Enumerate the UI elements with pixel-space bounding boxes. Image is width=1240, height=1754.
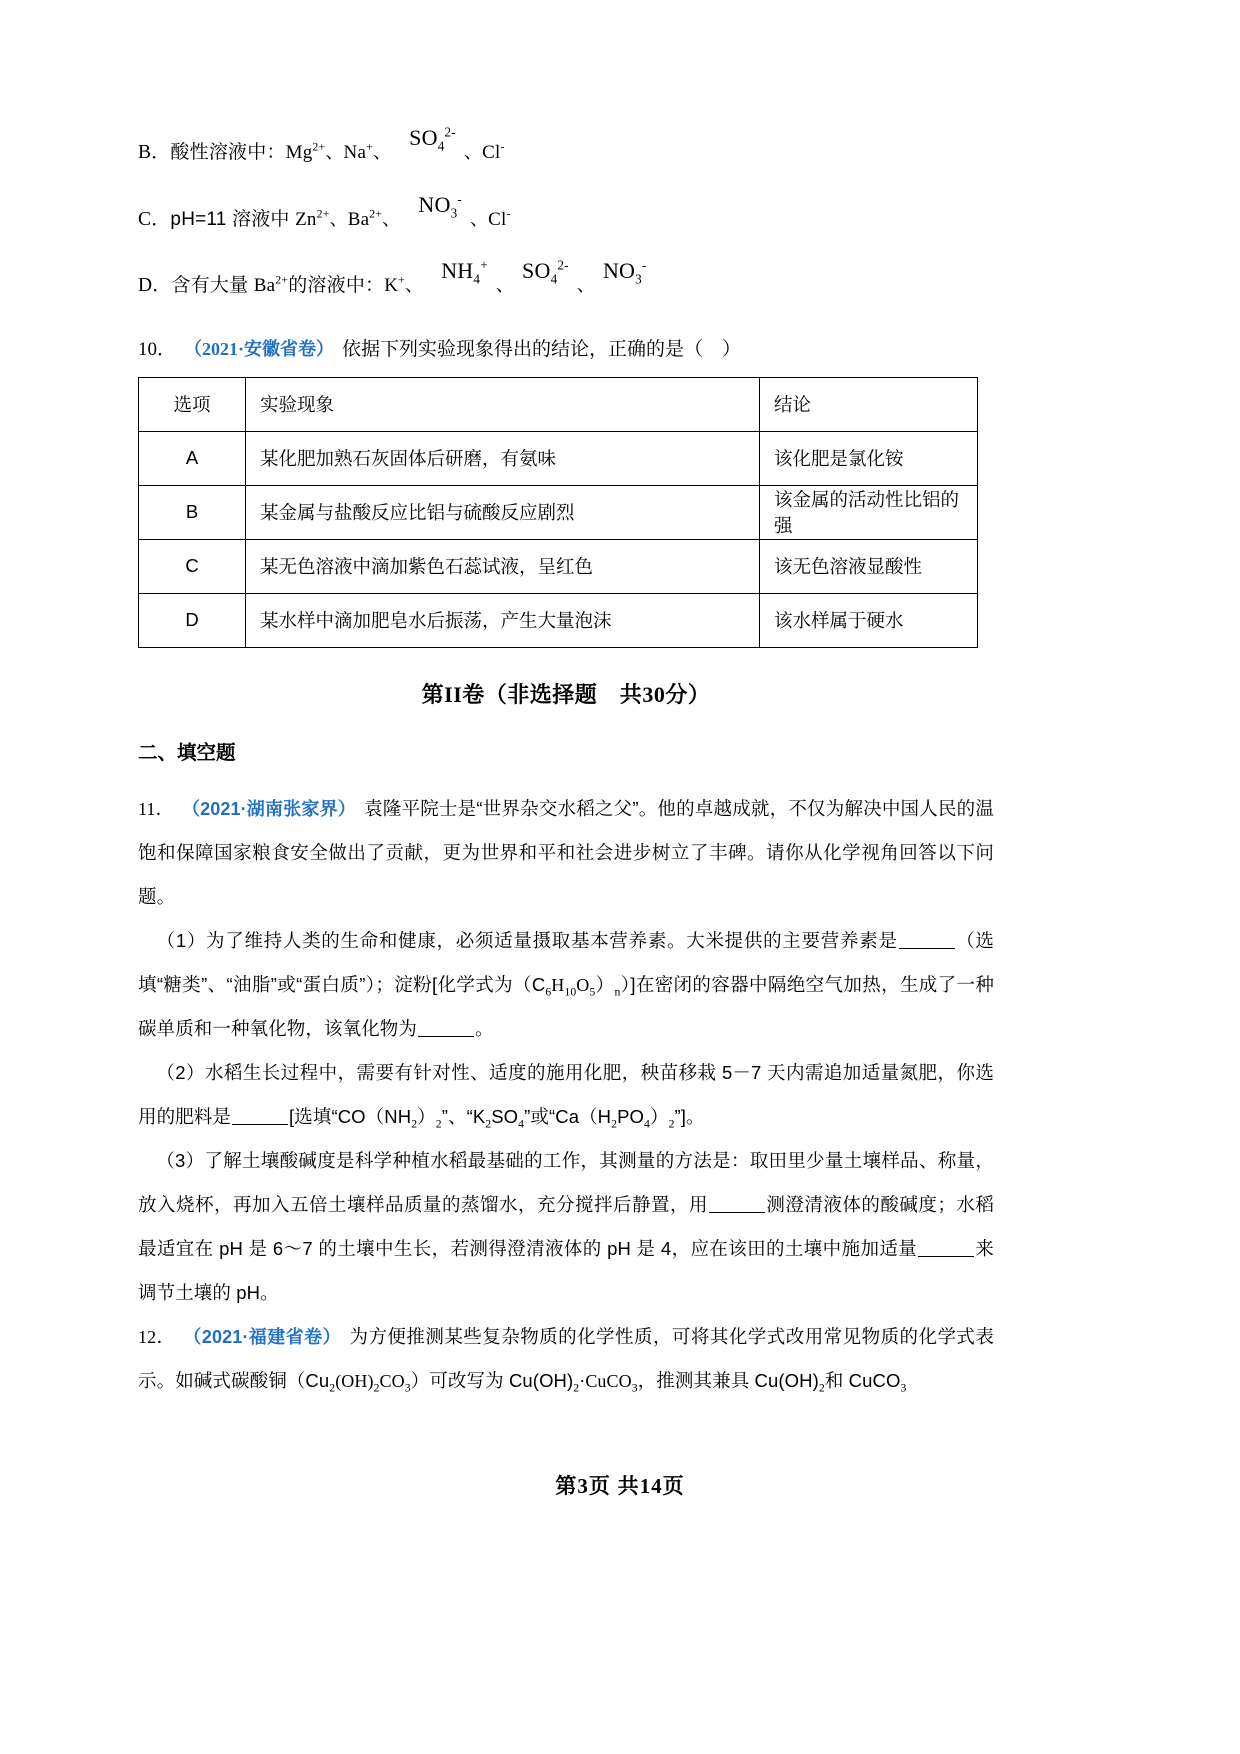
row-phenomenon: 某化肥加熟石灰固体后研磨，有氨味: [246, 431, 760, 485]
answer-blank[interactable]: [899, 931, 955, 949]
ion-nitrate: $NO_3^-$: [418, 191, 462, 220]
ion-ammonium: $NH_4^+$: [441, 257, 488, 287]
row-option: B: [139, 485, 246, 539]
option-c-lead: pH=11 溶液中: [170, 208, 296, 230]
option-d-lead1: 含有大量: [171, 275, 254, 296]
row-phenomenon: 某金属与盐酸反应比铝与硫酸反应剧烈: [246, 485, 760, 539]
separator-dun: 、: [576, 275, 595, 295]
option-b-dot: ．: [151, 142, 171, 163]
starch-formula: $_6H_{10}O_5$: [545, 974, 596, 999]
answer-blank[interactable]: [709, 1195, 765, 1213]
question-11-sub3: [138, 1139, 994, 1315]
option-d-label: D: [138, 275, 153, 296]
table-header-option: 选项: [139, 377, 246, 431]
question-10-source: （2021·安徽省卷）: [184, 338, 335, 359]
footer-page-number: 3: [577, 1474, 589, 1498]
separator-dun: 、: [372, 142, 392, 162]
sub3-text-part2: 测澄清液体的酸碱度；水稻最适宜在 pH 是 6～7 的土壤中生长，若测得澄清液体的 pH 是 4，应在该田的土壤中施加适量: [138, 1193, 994, 1259]
q12-part2: (OH): [335, 1370, 374, 1391]
table-row: [139, 593, 978, 647]
table-header-row: [139, 377, 978, 431]
volume-heading: [138, 678, 994, 709]
page-footer: [0, 1470, 1240, 1500]
footer-total-pages: 14: [639, 1474, 663, 1498]
row-option: D: [139, 593, 246, 647]
q12-part6: ，推测其兼具 Cu(OH): [637, 1369, 819, 1391]
option-c-label: C: [138, 208, 152, 230]
separator-dun: 、: [405, 275, 424, 295]
sub2-text-part2: [选填“CO（NH: [289, 1105, 412, 1127]
row-phenomenon: 某水样中滴加肥皂水后振荡，产生大量泡沫: [246, 593, 760, 647]
separator-dun: 、: [495, 275, 515, 295]
table-row: [139, 539, 978, 593]
footer-middle: 页 共: [588, 1475, 640, 1498]
q12-part3: CO: [379, 1370, 405, 1391]
question-11-sub2: （2）水稻生长过程中，需要有针对性、适度的施用化肥，秧苗移栽 5－7 天内需追加适量氮肥，你选用的肥料是 [选填“$CO(NH_2)_2$”、“$K_2SO_4$”或“$Ca(H_2PO_4)_2$”]。: [138, 1061, 994, 1131]
row-phenomenon: 某无色溶液中滴加紫色石蕊试液，呈红色: [246, 539, 760, 593]
question-12-source: （2021·福建省卷）: [183, 1326, 342, 1347]
option-b-line: [138, 124, 994, 163]
sub2-text-part7: PO: [617, 1105, 645, 1127]
sub2-text-part6: ”或“Ca（H: [524, 1105, 612, 1127]
ion-chloride: Cl-: [488, 207, 511, 230]
sub2-text-part4: ”、“K: [441, 1105, 486, 1127]
question-10-heading: [138, 340, 994, 359]
question-10-table: [138, 377, 978, 648]
separator-dun: 、: [463, 142, 483, 162]
sub1-text-part2: （选填“糖类”、“油脂”或“蛋白质”）；淀粉[化学式为（C: [138, 929, 994, 995]
q12-part5: ·CuCO: [579, 1370, 632, 1391]
row-conclusion: 该金属的活动性比铝的强: [760, 485, 978, 539]
separator-dun: 、: [325, 142, 344, 162]
question-12-number: 12．: [138, 1326, 176, 1347]
answer-blank[interactable]: [232, 1107, 288, 1125]
question-10-stem: 依据下列实验现象得出的结论，正确的是（ ）: [342, 338, 742, 360]
sub3-text-part1: （3）了解土壤酸碱度是科学种植水稻最基础的工作，其测量的方法是：取田里少量土壤样品、称量，放入烧杯，再加入五倍土壤样品质量的蒸馏水，充分搅拌后静置，用: [138, 1149, 994, 1215]
question-11-text: 袁隆平院士是“世界杂交水稻之父”。他的卓越成就，不仅为解决中国人民的温饱和保障国家粮食安全做出了贡献，更为世界和平和社会进步树立了丰碑。请你从化学视角回答以下问题。: [138, 797, 994, 907]
sub1-text-end: 。: [475, 1017, 494, 1039]
ion-k: K+: [384, 273, 405, 296]
row-conclusion: 该化肥是氯化铵: [760, 431, 978, 485]
ion-chloride: Cl-: [482, 140, 505, 163]
question-11-body: [138, 787, 994, 919]
ion-ba: $Ba^{2+}$: [347, 207, 383, 230]
ion-sulfate: $SO_4^{2-}$: [522, 257, 569, 287]
question-11-source: （2021·湖南张家界）: [181, 798, 357, 819]
volume-roman: II: [444, 681, 463, 707]
answer-blank[interactable]: [918, 1239, 974, 1257]
row-conclusion: 该无色溶液显酸性: [760, 539, 978, 593]
question-10-number: 10．: [138, 338, 177, 360]
table-header-conclusion: 结论: [760, 377, 978, 431]
q12-part1: 为方便推测某些复杂物质的化学性质，可将其化学式改用常见物质的化学式表示。如碱式碳酸铜（Cu: [138, 1325, 995, 1391]
sub2-text-part5: SO: [491, 1105, 519, 1127]
row-option: A: [139, 431, 246, 485]
separator-dun: 、: [329, 208, 348, 229]
answer-blank[interactable]: [418, 1019, 474, 1037]
row-option: C: [139, 539, 246, 593]
question-12-body: 12． （2021·福建省卷） 为方便推测某些复杂物质的化学性质，可将其化学式改用常见物质的化学式表示。如碱式碳酸铜$(Cu_2(OH)_2CO_3)$可改写为 $Cu(OH)_2\cdot CuCO_3$，推测其兼具 $Cu(OH)_2$和 CuCO$_3$: [138, 1325, 995, 1395]
question-11-number: 11．: [138, 798, 174, 819]
page-content: [138, 124, 995, 1403]
section-heading: 二、填空题: [138, 741, 236, 764]
sub2-text-part9: ”]。: [674, 1105, 705, 1127]
ion-sulfate: $SO_4^{2-}$: [409, 124, 456, 154]
volume-suffix: 卷（非选择题 共: [462, 681, 643, 707]
sub2-text-part1: （2）水稻生长过程中，需要有针对性、适度的施用化肥，秧苗移栽 5－7 天内需追加适量氮肥，你选用的肥料是: [138, 1061, 994, 1127]
starch-n-subscript: n: [614, 985, 621, 999]
sub2-text-part8: ）: [649, 1105, 669, 1127]
table-row: [139, 431, 978, 485]
separator-dun: 、: [382, 208, 401, 229]
option-c-line: [138, 191, 994, 230]
ion-nitrate: $NO_3^-$: [602, 257, 647, 287]
ion-mg: $Mg^{2+}$: [285, 140, 326, 163]
table-header-phenomenon: 实验现象: [246, 377, 760, 431]
volume-prefix: 第: [421, 681, 445, 707]
q12-part4: ）可改写为 Cu(OH): [410, 1369, 574, 1391]
separator-dun: 、: [469, 208, 489, 229]
volume-tail: 分）: [665, 681, 711, 707]
sub3-text-part3: 来调节土壤的 pH。: [138, 1237, 994, 1303]
option-b-lead: 酸性溶液中：: [170, 142, 286, 163]
sub1-text-part4: ）]在密闭的容器中隔绝空气加热，生成了一种碳单质和一种氧化物，该氧化物为: [138, 973, 995, 1039]
ion-zn: $Zn^{2+}$: [295, 207, 330, 230]
ion-ba: $Ba^{2+}$: [253, 273, 289, 296]
footer-suffix: 页: [662, 1475, 685, 1498]
table-row: [139, 485, 978, 539]
q12-part7: 和 CuCO: [824, 1369, 901, 1391]
volume-score: 30: [642, 681, 666, 707]
ion-na: Na+: [343, 140, 373, 163]
sub1-text-part1: （1）为了维持人类的生命和健康，必须适量摄取基本营养素。大米提供的主要营养素是: [156, 929, 898, 951]
option-d-line: [138, 257, 994, 296]
sub2-text-part3: ）: [417, 1105, 436, 1127]
footer-prefix: 第: [555, 1475, 578, 1498]
option-b-label: B: [138, 142, 152, 163]
option-d-dot: ．: [152, 275, 172, 296]
row-conclusion: 该水样属于硬水: [760, 593, 978, 647]
question-11-sub1: [138, 919, 994, 1051]
sub1-text-part3: ）: [595, 973, 615, 995]
option-d-lead2: 的溶液中：: [288, 275, 385, 296]
option-c-dot: ．: [151, 208, 171, 230]
